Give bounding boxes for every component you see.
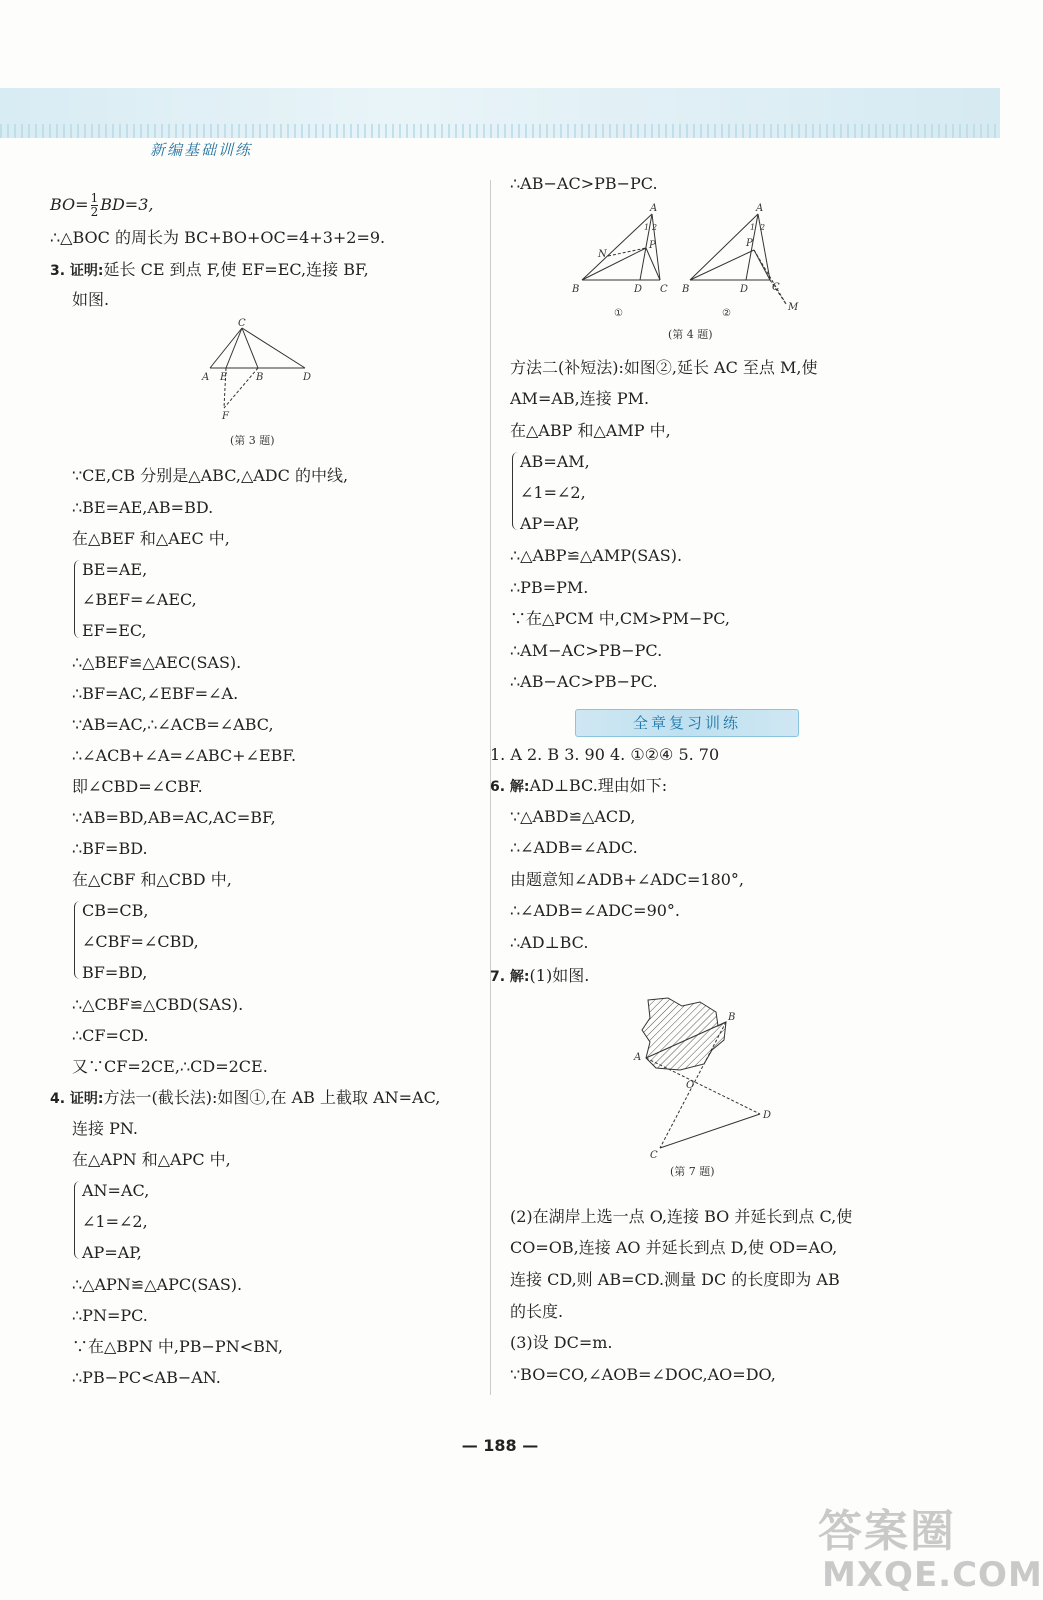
proof-line: 在△ABP 和△AMP 中, xyxy=(510,421,671,440)
fig4a-line-np xyxy=(608,248,646,256)
proof-line: ∴AB−AC>PB−PC. xyxy=(510,174,658,193)
proof-line: ∴△BEF≌△AEC(SAS). xyxy=(72,653,242,672)
proof-line: ∵在△PCM 中,CM>PM−PC, xyxy=(510,609,730,628)
fig4a-label-2: 2 xyxy=(652,223,658,232)
fig3-line-ac xyxy=(210,328,242,368)
fig4a-label-c: C xyxy=(660,284,668,295)
proof-line: ∵△ABD≌△ACD, xyxy=(510,807,636,826)
fraction-numerator: 1 xyxy=(90,191,99,205)
proof-line: 连接 CD,则 AB=CD.测量 DC 的长度即为 AB xyxy=(510,1270,840,1289)
proof-line: 在△BEF 和△AEC 中, xyxy=(72,529,230,548)
system-line: AN=AC, xyxy=(82,1181,150,1200)
system-line: CB=CB, xyxy=(82,901,149,920)
fig3-label-a: A xyxy=(202,372,210,383)
fig4-sub-1: ① xyxy=(614,308,623,319)
question-7-text: (1)如图. xyxy=(529,966,590,985)
fig4b-label-a: A xyxy=(756,203,764,214)
fig4a-label-n: N xyxy=(598,249,607,260)
fig4b-label-p: P xyxy=(746,238,753,249)
question-4-text: 方法一(截长法):如图①,在 AB 上截取 AN=AC, xyxy=(103,1088,441,1107)
header-ruler-decoration xyxy=(0,124,1000,138)
answer-list: 1. A 2. B 3. 90 4. ①②④ 5. 70 xyxy=(490,745,720,764)
figure-3-caption: (第 3 题) xyxy=(230,434,275,447)
fig3-label-b: B xyxy=(256,372,264,383)
fig4a-label-p: P xyxy=(649,240,656,251)
proof-line: AM=AB,连接 PM. xyxy=(510,389,650,408)
proof-line: 方法二(补短法):如图②,延长 AC 至点 M,使 xyxy=(510,358,818,377)
question-3 xyxy=(50,260,369,281)
proof-line: 连接 PN. xyxy=(72,1119,138,1138)
proof-line: CO=OB,连接 AO 并延长到点 D,使 OD=AO, xyxy=(510,1238,838,1257)
lake-shape xyxy=(642,998,726,1070)
question-4 xyxy=(50,1088,440,1109)
proof-line: 即∠CBD=∠CBF. xyxy=(72,777,203,796)
fig7-label-c: C xyxy=(650,1150,658,1161)
proof-line: 又∵CF=2CE,∴CD=2CE. xyxy=(72,1057,268,1076)
page-number: — 188 — xyxy=(461,1436,539,1455)
proof-line: ∴△APN≌△APC(SAS). xyxy=(72,1275,243,1294)
fig3-label-c: C xyxy=(238,318,246,329)
header-band xyxy=(0,88,1000,138)
fig4a-label-d: D xyxy=(634,284,643,295)
proof-line: ∴AB−AC>PB−PC. xyxy=(510,672,658,691)
proof-line: ∴PN=PC. xyxy=(72,1306,148,1325)
watermark-logo xyxy=(818,1495,1043,1595)
series-title: 新编基础训练 xyxy=(150,141,253,159)
fig4b-label-c: C xyxy=(772,282,780,293)
proof-line: (2)在湖岸上选一点 O,连接 BO 并延长到点 C,使 xyxy=(510,1207,853,1226)
proof-line: ∴△ABP≌△AMP(SAS). xyxy=(510,546,683,565)
proof-line: ∴AM−AC>PB−PC. xyxy=(510,641,663,660)
fig4b-label-b: B xyxy=(682,284,690,295)
proof-line: ∴△CBF≌△CBD(SAS). xyxy=(72,995,244,1014)
system-line: AB=AM, xyxy=(520,452,590,471)
question-4-number: 4. 证明: xyxy=(50,1091,104,1107)
watermark-title: 答案圈 xyxy=(818,1506,956,1557)
fig4b-label-d: D xyxy=(740,284,749,295)
system-line: ∠1=∠2, xyxy=(82,1212,148,1231)
fig7-line-cd xyxy=(660,1114,760,1148)
proof-line: ∴BF=AC,∠EBF=∠A. xyxy=(72,684,239,703)
proof-line: ∵CE,CB 分别是△ABC,△ADC 的中线, xyxy=(72,466,349,485)
figure-7-diagram xyxy=(620,992,780,1162)
proof-line: ∴PB=PM. xyxy=(510,578,589,597)
figure-3-diagram xyxy=(200,318,318,422)
fig3-label-d: D xyxy=(303,372,312,383)
system-line: BF=BD, xyxy=(82,963,148,982)
fig4a-label-b: B xyxy=(572,284,580,295)
system-line: ∠BEF=∠AEC, xyxy=(82,590,197,609)
fig3-line-ce xyxy=(226,328,242,368)
proof-line: ∵BO=CO,∠AOB=∠DOC,AO=DO, xyxy=(510,1365,776,1384)
proof-line: ∵AB=BD,AB=AC,AC=BF, xyxy=(72,808,276,827)
fig3-label-e: E xyxy=(220,372,228,383)
proof-line: ∵AB=AC,∴∠ACB=∠ABC, xyxy=(72,715,274,734)
proof-line: ∴PB−PC<AB−AN. xyxy=(72,1368,221,1387)
proof-line: ∴CF=CD. xyxy=(72,1026,149,1045)
proof-line: ∴BE=AE,AB=BD. xyxy=(72,498,214,517)
bo-eq-prefix: BO= xyxy=(50,195,89,214)
fig3-label-f: F xyxy=(222,411,229,422)
fig7-label-b: B xyxy=(728,1012,736,1023)
proof-line: 在△CBF 和△CBD 中, xyxy=(72,870,232,889)
proof-line: ∴∠ADB=∠ADC=90°. xyxy=(510,901,681,920)
proof-line: (3)设 DC=m. xyxy=(510,1333,613,1352)
section-banner: 全章复习训练 xyxy=(575,709,799,737)
fig4b-label-1: 1 xyxy=(750,223,756,232)
fig4b-line-bp xyxy=(690,250,754,280)
fraction-denominator: 2 xyxy=(90,205,99,219)
fig3-line-cd xyxy=(242,328,305,368)
proof-line: ∴BF=BD. xyxy=(72,839,148,858)
fig3-line-cb xyxy=(242,328,258,368)
proof-line: ∵在△BPN 中,PB−PN<BN, xyxy=(72,1337,283,1356)
watermark-url: MXQE.COM xyxy=(822,1555,1043,1595)
fig4-sub-2: ② xyxy=(722,308,731,319)
question-3-number: 3. 证明: xyxy=(50,263,104,279)
proof-line: ∴AD⊥BC. xyxy=(510,933,589,952)
system-line: BE=AE, xyxy=(82,560,148,579)
fig4a-label-1: 1 xyxy=(644,223,650,232)
figure-7-caption: (第 7 题) xyxy=(670,1165,715,1178)
question-7-number: 7. 解: xyxy=(490,969,530,985)
fig4b-label-m: M xyxy=(788,302,799,313)
system-line: EF=EC, xyxy=(82,621,147,640)
question-3-text: 延长 CE 到点 F,使 EF=EC,连接 BF, xyxy=(103,260,369,279)
system-line: AP=AP, xyxy=(82,1243,142,1262)
fig4a-label-a: A xyxy=(650,203,658,214)
fig3-line-bf xyxy=(224,368,258,408)
fig7-label-a: A xyxy=(634,1052,642,1063)
fig4b-label-2: 2 xyxy=(760,223,766,232)
fig7-label-d: D xyxy=(763,1110,772,1121)
bo-equation xyxy=(50,192,153,219)
figure-4-caption: (第 4 题) xyxy=(668,328,713,341)
question-6-number: 6. 解: xyxy=(490,779,530,795)
fraction-half xyxy=(91,192,99,219)
system-line: AP=AP, xyxy=(520,514,580,533)
question-7 xyxy=(490,966,589,987)
system-line: ∠1=∠2, xyxy=(520,483,586,502)
system-line: ∠CBF=∠CBD, xyxy=(82,932,199,951)
bo-eq-suffix: BD=3, xyxy=(100,195,154,214)
figure-4-diagram xyxy=(570,202,830,322)
proof-line: 的长度. xyxy=(510,1302,564,1321)
question-6 xyxy=(490,776,667,797)
proof-line: ∴∠ACB+∠A=∠ABC+∠EBF. xyxy=(72,746,297,765)
proof-line: 由题意知∠ADB+∠ADC=180°, xyxy=(510,870,745,889)
proof-line: 如图. xyxy=(72,290,110,309)
fig4a-line-bp xyxy=(582,248,646,280)
proof-line: ∴△BOC 的周长为 BC+BO+OC=4+3+2=9. xyxy=(50,228,386,247)
proof-line: ∴∠ADB=∠ADC. xyxy=(510,838,638,857)
fig7-label-o: O xyxy=(686,1080,695,1091)
proof-line: 在△APN 和△APC 中, xyxy=(72,1150,231,1169)
question-6-text: AD⊥BC.理由如下: xyxy=(529,776,668,795)
